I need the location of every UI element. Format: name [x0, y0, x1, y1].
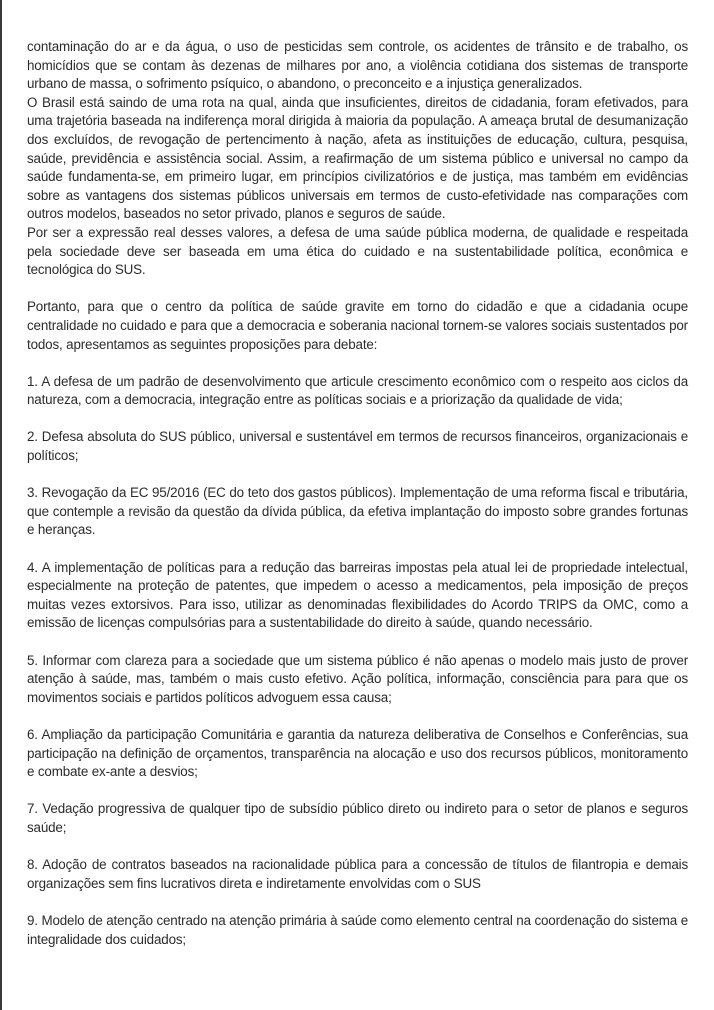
- document-body: [27, 38, 688, 949]
- proposition-item: 6. Ampliação da participação Comunitária e garantia da natureza deliberativa de Conselhos e Conferências, sua participação na definição de orçamentos, transparência na alocação e uso dos recursos públicos, monitoramento e combate ex-ante a desvios;: [27, 726, 688, 780]
- proposition-item: 7. Vedação progressiva de qualquer tipo de subsídio público direto ou indireto para o setor de planos e seguros saúde;: [27, 801, 688, 835]
- proposition-item: 9. Modelo de atenção centrado na atenção primária à saúde como elemento central na coordenação do sistema e integralidade dos cuidados;: [27, 912, 688, 947]
- proposition-item: 3. Revogação da EC 95/2016 (EC do teto dos gastos públicos). Implementação de uma reforma fiscal e tributária, que contemple a revisão da questão da dívida pública, da efetiva implantação do imposto sobre grandes fortunas e heranças.: [27, 485, 688, 538]
- lead-in-paragraph: Portanto, para que o centro da política de saúde gravite em torno do cidadão e que a cidadania ocupe centralidade no cuidado e para que a democracia e soberania nacional tornem-se valores sociais sustentados por todos, apresentamos as seguintes proposições para debate:: [27, 299, 688, 352]
- proposition-item: 5. Informar com clareza para a sociedade que um sistema público é não apenas o modelo mais justo de prover atenção à saúde, mas, também o mais custo efetivo. Ação política, informação, consciência para para que os movimentos sociais e partidos políticos advoguem essa causa;: [27, 652, 688, 705]
- proposition-item: 1. A defesa de um padrão de desenvolvimento que articule crescimento econômico com o respeito aos ciclos da natureza, com a democracia, integração entre as políticas sociais e a priorização da qualidade de vida;: [27, 373, 688, 408]
- intro-paragraph: O Brasil está saindo de uma rota na qual, ainda que insuficientes, direitos de cidadania, foram efetivados, para uma trajetória baseada na indiferença moral dirigida à maioria da população. A ameaça brutal de desumanização dos excluídos, de revogação de pertencimento à nação, afeta as instituições de educação, cultura, pesquisa, saúde, previdência e assistência social. Assim, a reafirmação de um sistema público e universal no campo da saúde fundamenta-se, em primeiro lugar, em princípios civilizatórios e de justiça, mas também em evidências sobre as vantagens dos sistemas públicos universais em termos de custo-efetividade nas comparações com outros modelos, baseados no setor privado, planos e seguros de saúde.: [27, 94, 688, 222]
- intro-paragraph: contaminação do ar e da água, o uso de pesticidas sem controle, os acidentes de trânsito e de trabalho, os homicídios que se contam às dezenas de milhares por ano, a violência cotidiana dos sistemas de transporte urbano de massa, o sofrimento psíquico, o abandono, o preconceito e a injustiça generalizados.: [27, 39, 688, 92]
- proposition-item: 4. A implementação de políticas para a redução das barreiras impostas pela atual lei de propriedade intelectual, especialmente na proteção de patentes, que impedem o acesso a medicamentos, pela imposição de preços muitas vezes extorsivos. Para isso, utilizar as denominadas flexibilidades do Acordo TRIPS da OMC, como a emissão de licenças compulsórias para a sustentabilidade do direito à saúde, quando necessário.: [27, 559, 688, 631]
- proposition-item: 8. Adoção de contratos baseados na racionalidade pública para a concessão de títulos de filantropia e demais organizações sem fins lucrativos direta e indiretamente envolvidas com o SUS: [27, 857, 688, 891]
- intro-paragraph: Por ser a expressão real desses valores, a defesa de uma saúde pública moderna, de qualidade e respeitada pela sociedade deve ser baseada em uma ética do cuidado e na sustentabilidade política, econômica e tecnológica do SUS.: [27, 224, 688, 278]
- proposition-item: 2. Defesa absoluta do SUS público, universal e sustentável em termos de recursos financeiros, organizacionais e políticos;: [27, 429, 688, 464]
